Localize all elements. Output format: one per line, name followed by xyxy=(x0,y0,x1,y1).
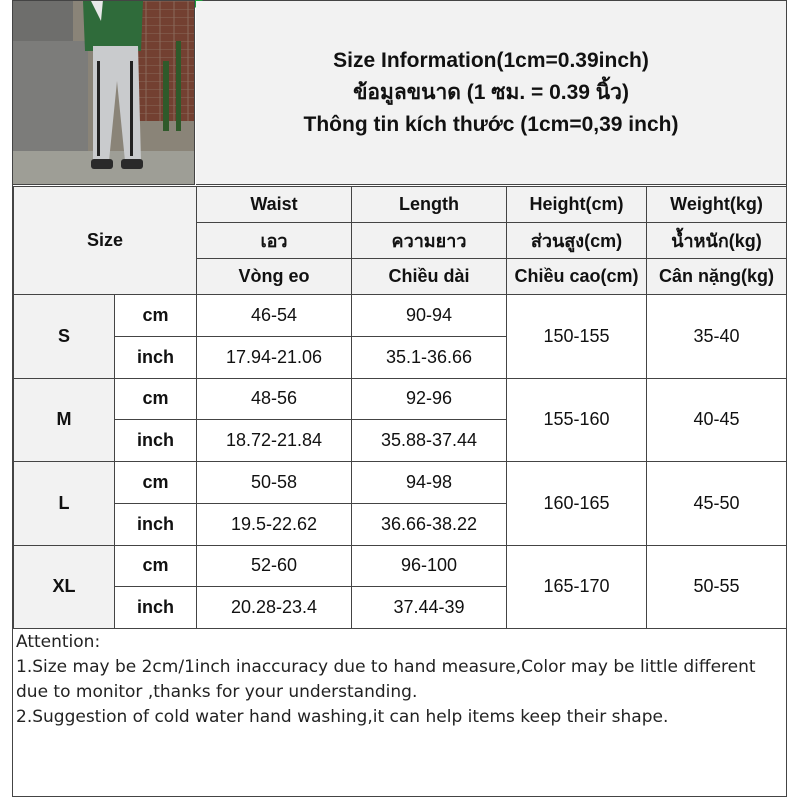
unit-inch: inch xyxy=(115,587,197,629)
length-inch: 37.44-39 xyxy=(352,587,507,629)
attention-note-1: 1.Size may be 2cm/1inch inaccuracy due to hand measure,Color may be little different due to monitor ,thanks for your understanding. xyxy=(16,657,756,702)
length-inch: 36.66-38.22 xyxy=(352,503,507,545)
col-length-en: Length xyxy=(352,187,507,223)
waist-cm: 48-56 xyxy=(197,378,352,420)
length-cm: 92-96 xyxy=(352,378,507,420)
weight-range: 45-50 xyxy=(647,462,787,546)
size-information-header xyxy=(196,1,786,185)
table-row xyxy=(14,378,787,420)
size-label: XL xyxy=(14,545,115,629)
header-title-th: ข้อมูลขนาด (1 ซม. = 0.39 นิ้ว) xyxy=(353,80,629,104)
header-title-en: Size Information(1cm=0.39inch) xyxy=(333,48,649,72)
height-range: 165-170 xyxy=(507,545,647,629)
table-row xyxy=(14,295,787,337)
col-length-vi: Chiều dài xyxy=(352,259,507,295)
length-cm: 90-94 xyxy=(352,295,507,337)
weight-range: 40-45 xyxy=(647,378,787,462)
table-row xyxy=(14,462,787,504)
size-table xyxy=(13,186,787,629)
col-weight-vi: Cân nặng(kg) xyxy=(647,259,787,295)
unit-cm: cm xyxy=(115,462,197,504)
height-range: 160-165 xyxy=(507,462,647,546)
waist-cm: 50-58 xyxy=(197,462,352,504)
col-waist-en: Waist xyxy=(197,187,352,223)
unit-inch: inch xyxy=(115,420,197,462)
size-caption: Size xyxy=(14,187,197,295)
col-length-th: ความยาว xyxy=(352,223,507,259)
weight-range: 50-55 xyxy=(647,545,787,629)
unit-cm: cm xyxy=(115,545,197,587)
col-weight-en: Weight(kg) xyxy=(647,187,787,223)
height-range: 155-160 xyxy=(507,378,647,462)
header-title-vi: Thông tin kích thước (1cm=0,39 inch) xyxy=(303,112,679,136)
col-height-th: ส่วนสูง(cm) xyxy=(507,223,647,259)
length-inch: 35.88-37.44 xyxy=(352,420,507,462)
col-height-en: Height(cm) xyxy=(507,187,647,223)
size-label: M xyxy=(14,378,115,462)
waist-cm: 52-60 xyxy=(197,545,352,587)
length-cm: 96-100 xyxy=(352,545,507,587)
product-photo xyxy=(13,1,195,185)
product-photo-image xyxy=(13,1,195,185)
length-cm: 94-98 xyxy=(352,462,507,504)
attention-note-2: 2.Suggestion of cold water hand washing,it can help items keep their shape. xyxy=(16,707,669,727)
col-weight-th: น้ำหนัก(kg) xyxy=(647,223,787,259)
col-waist-th: เอว xyxy=(197,223,352,259)
col-height-vi: Chiều cao(cm) xyxy=(507,259,647,295)
unit-inch: inch xyxy=(115,336,197,378)
size-label: L xyxy=(14,462,115,546)
length-inch: 35.1-36.66 xyxy=(352,336,507,378)
waist-inch: 17.94-21.06 xyxy=(197,336,352,378)
waist-inch: 19.5-22.62 xyxy=(197,503,352,545)
waist-inch: 20.28-23.4 xyxy=(197,587,352,629)
unit-cm: cm xyxy=(115,295,197,337)
header-row-en xyxy=(14,187,787,223)
size-label: S xyxy=(14,295,115,379)
table-row xyxy=(14,545,787,587)
height-range: 150-155 xyxy=(507,295,647,379)
unit-cm: cm xyxy=(115,378,197,420)
weight-range: 35-40 xyxy=(647,295,787,379)
waist-inch: 18.72-21.84 xyxy=(197,420,352,462)
col-waist-vi: Vòng eo xyxy=(197,259,352,295)
attention-title: Attention: xyxy=(16,632,101,652)
unit-inch: inch xyxy=(115,503,197,545)
waist-cm: 46-54 xyxy=(197,295,352,337)
attention-notes xyxy=(13,630,786,730)
